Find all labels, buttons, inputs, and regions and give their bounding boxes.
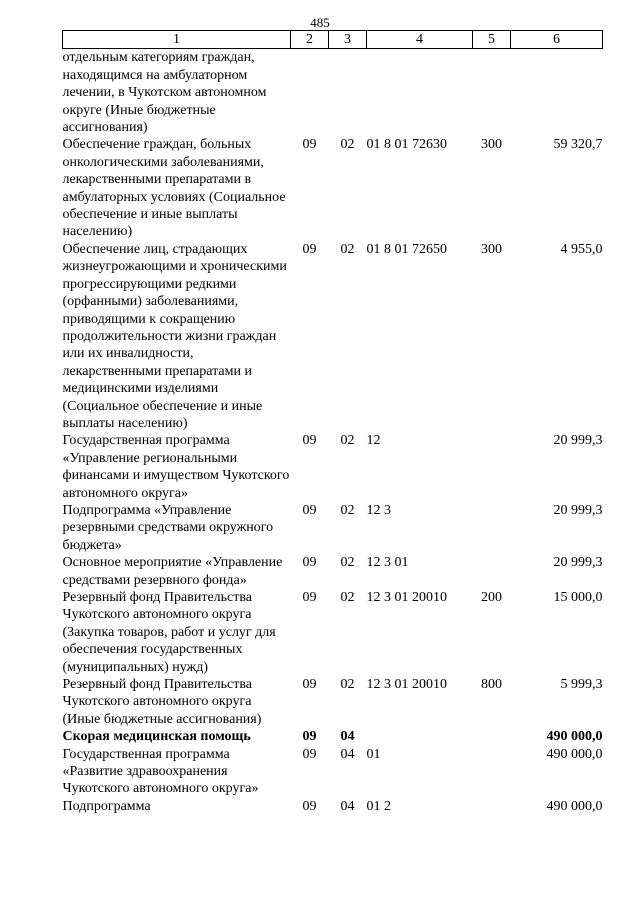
row-csr-cell: 12 — [366, 433, 381, 449]
row-section-cell: 09 — [302, 746, 317, 762]
row-csr-cell: 01 8 01 72650 — [366, 241, 447, 257]
row-subsection-cell: 04 — [340, 729, 355, 745]
row-amount-cell: 5 999,3 — [560, 677, 603, 693]
column-header-3: 3 — [329, 31, 367, 49]
row-vr-cell — [473, 502, 511, 554]
table-row — [63, 241, 603, 432]
row-vr-cell — [473, 432, 511, 502]
row-vr-cell — [473, 49, 511, 137]
row-name-cell: Обеспечение лиц, страдающих жизнеугрожающими и хроническими прогрессирующими редкими (орфанными) заболеваниями, приводящими к сокращению продолжительности жизни граждан или их инвалидности, лекарственными препаратами и медицинскими изделиями (Социальное обеспечение и иные выплаты населению) — [62, 241, 287, 431]
row-csr-cell: 12 3 01 20010 — [366, 590, 447, 605]
row-vr-cell: 300 — [481, 137, 502, 153]
row-section-cell: 09 — [302, 555, 317, 571]
row-amount-cell: 490 000,0 — [546, 746, 603, 762]
row-vr-cell — [473, 746, 511, 798]
row-section-cell: 09 — [302, 590, 317, 605]
table-row — [63, 676, 603, 728]
row-subsection-cell: 02 — [340, 241, 355, 257]
row-vr-cell — [473, 554, 511, 589]
row-section-cell: 09 — [302, 798, 317, 814]
column-header-5: 5 — [473, 31, 511, 49]
row-vr-cell: 200 — [481, 590, 502, 605]
table-row — [63, 728, 603, 745]
row-amount-cell: 4 955,0 — [560, 241, 603, 257]
row-subsection-cell: 04 — [340, 746, 355, 762]
table-row — [63, 589, 603, 676]
row-csr-cell: 01 — [366, 746, 381, 762]
row-section-cell: 09 — [302, 502, 317, 518]
row-name-cell: Резервный фонд Правительства Чукотского автономного округа (Закупка товаров, работ и услуг для обеспечения государственных (муниципальных) нужд) — [62, 590, 276, 675]
row-amount-cell: 490 000,0 — [546, 729, 603, 745]
row-csr-cell: 12 3 01 — [366, 555, 409, 571]
page-number: 485 — [310, 15, 330, 30]
row-amount-cell: 20 999,3 — [553, 502, 603, 518]
table-row — [63, 136, 603, 240]
budget-table — [62, 30, 603, 815]
row-amount-cell: 20 999,3 — [553, 433, 603, 449]
row-name-cell: Скорая медицинская помощь — [62, 729, 251, 745]
row-section-cell: 09 — [302, 241, 317, 257]
column-header-6: 6 — [511, 31, 603, 49]
row-name-cell: Основное мероприятие «Управление средствами резервного фонда» — [62, 555, 283, 588]
column-number-header — [63, 31, 603, 49]
row-name-cell: Подпрограмма «Управление резервными средствами окружного бюджета» — [62, 502, 274, 553]
row-section-cell — [291, 49, 329, 137]
row-section-cell: 09 — [302, 729, 317, 745]
table-row — [63, 554, 603, 589]
row-section-cell: 09 — [302, 137, 317, 153]
row-subsection-cell: 02 — [340, 555, 355, 571]
row-vr-cell: 300 — [481, 241, 502, 257]
row-amount-cell: 490 000,0 — [546, 798, 603, 814]
row-subsection-cell — [329, 49, 367, 137]
row-vr-cell — [473, 798, 511, 815]
row-section-cell: 09 — [302, 433, 317, 449]
row-amount-cell — [511, 49, 603, 137]
table-row — [63, 432, 603, 502]
row-section-cell: 09 — [302, 677, 317, 693]
row-name-cell: отдельным категориям граждан, находящимся на амбулаторном лечении, в Чукотском автономном округе (Иные бюджетные ассигнования) — [62, 50, 267, 136]
row-amount-cell: 20 999,3 — [553, 555, 603, 571]
row-subsection-cell: 04 — [340, 798, 355, 814]
row-name-cell: Государственная программа «Управление региональными финансами и имуществом Чукотского автономного округа» — [62, 433, 290, 501]
row-subsection-cell: 02 — [340, 677, 355, 693]
row-name-cell: Подпрограмма — [62, 798, 151, 814]
row-name-cell: Обеспечение граждан, больных онкологическими заболеваниями, лекарственными препаратами в амбулаторных условиях (Социальное обеспечение и иные выплаты населению) — [62, 137, 286, 240]
row-csr-cell: 01 2 — [366, 798, 391, 814]
row-subsection-cell: 02 — [340, 433, 355, 449]
row-subsection-cell: 02 — [340, 590, 355, 605]
row-csr-cell: 12 3 01 20010 — [366, 677, 447, 693]
table-row — [63, 798, 603, 815]
row-vr-cell: 800 — [481, 677, 502, 693]
column-header-1: 1 — [63, 31, 291, 49]
row-csr-cell — [367, 728, 473, 745]
column-header-2: 2 — [291, 31, 329, 49]
row-amount-cell: 59 320,7 — [553, 137, 603, 153]
table-row — [63, 49, 603, 137]
table-row — [63, 502, 603, 554]
column-header-4: 4 — [367, 31, 473, 49]
table-row — [63, 746, 603, 798]
row-subsection-cell: 02 — [340, 502, 355, 518]
row-name-cell: Резервный фонд Правительства Чукотского автономного округа (Иные бюджетные ассигнования) — [62, 677, 262, 727]
row-amount-cell: 15 000,0 — [553, 590, 603, 605]
row-name-cell: Государственная программа «Развитие здравоохранения Чукотского автономного округа» — [62, 746, 259, 797]
row-csr-cell — [367, 49, 473, 137]
row-csr-cell: 12 3 — [366, 502, 391, 518]
row-csr-cell: 01 8 01 72630 — [366, 137, 447, 153]
row-vr-cell — [473, 728, 511, 745]
row-subsection-cell: 02 — [340, 137, 355, 153]
